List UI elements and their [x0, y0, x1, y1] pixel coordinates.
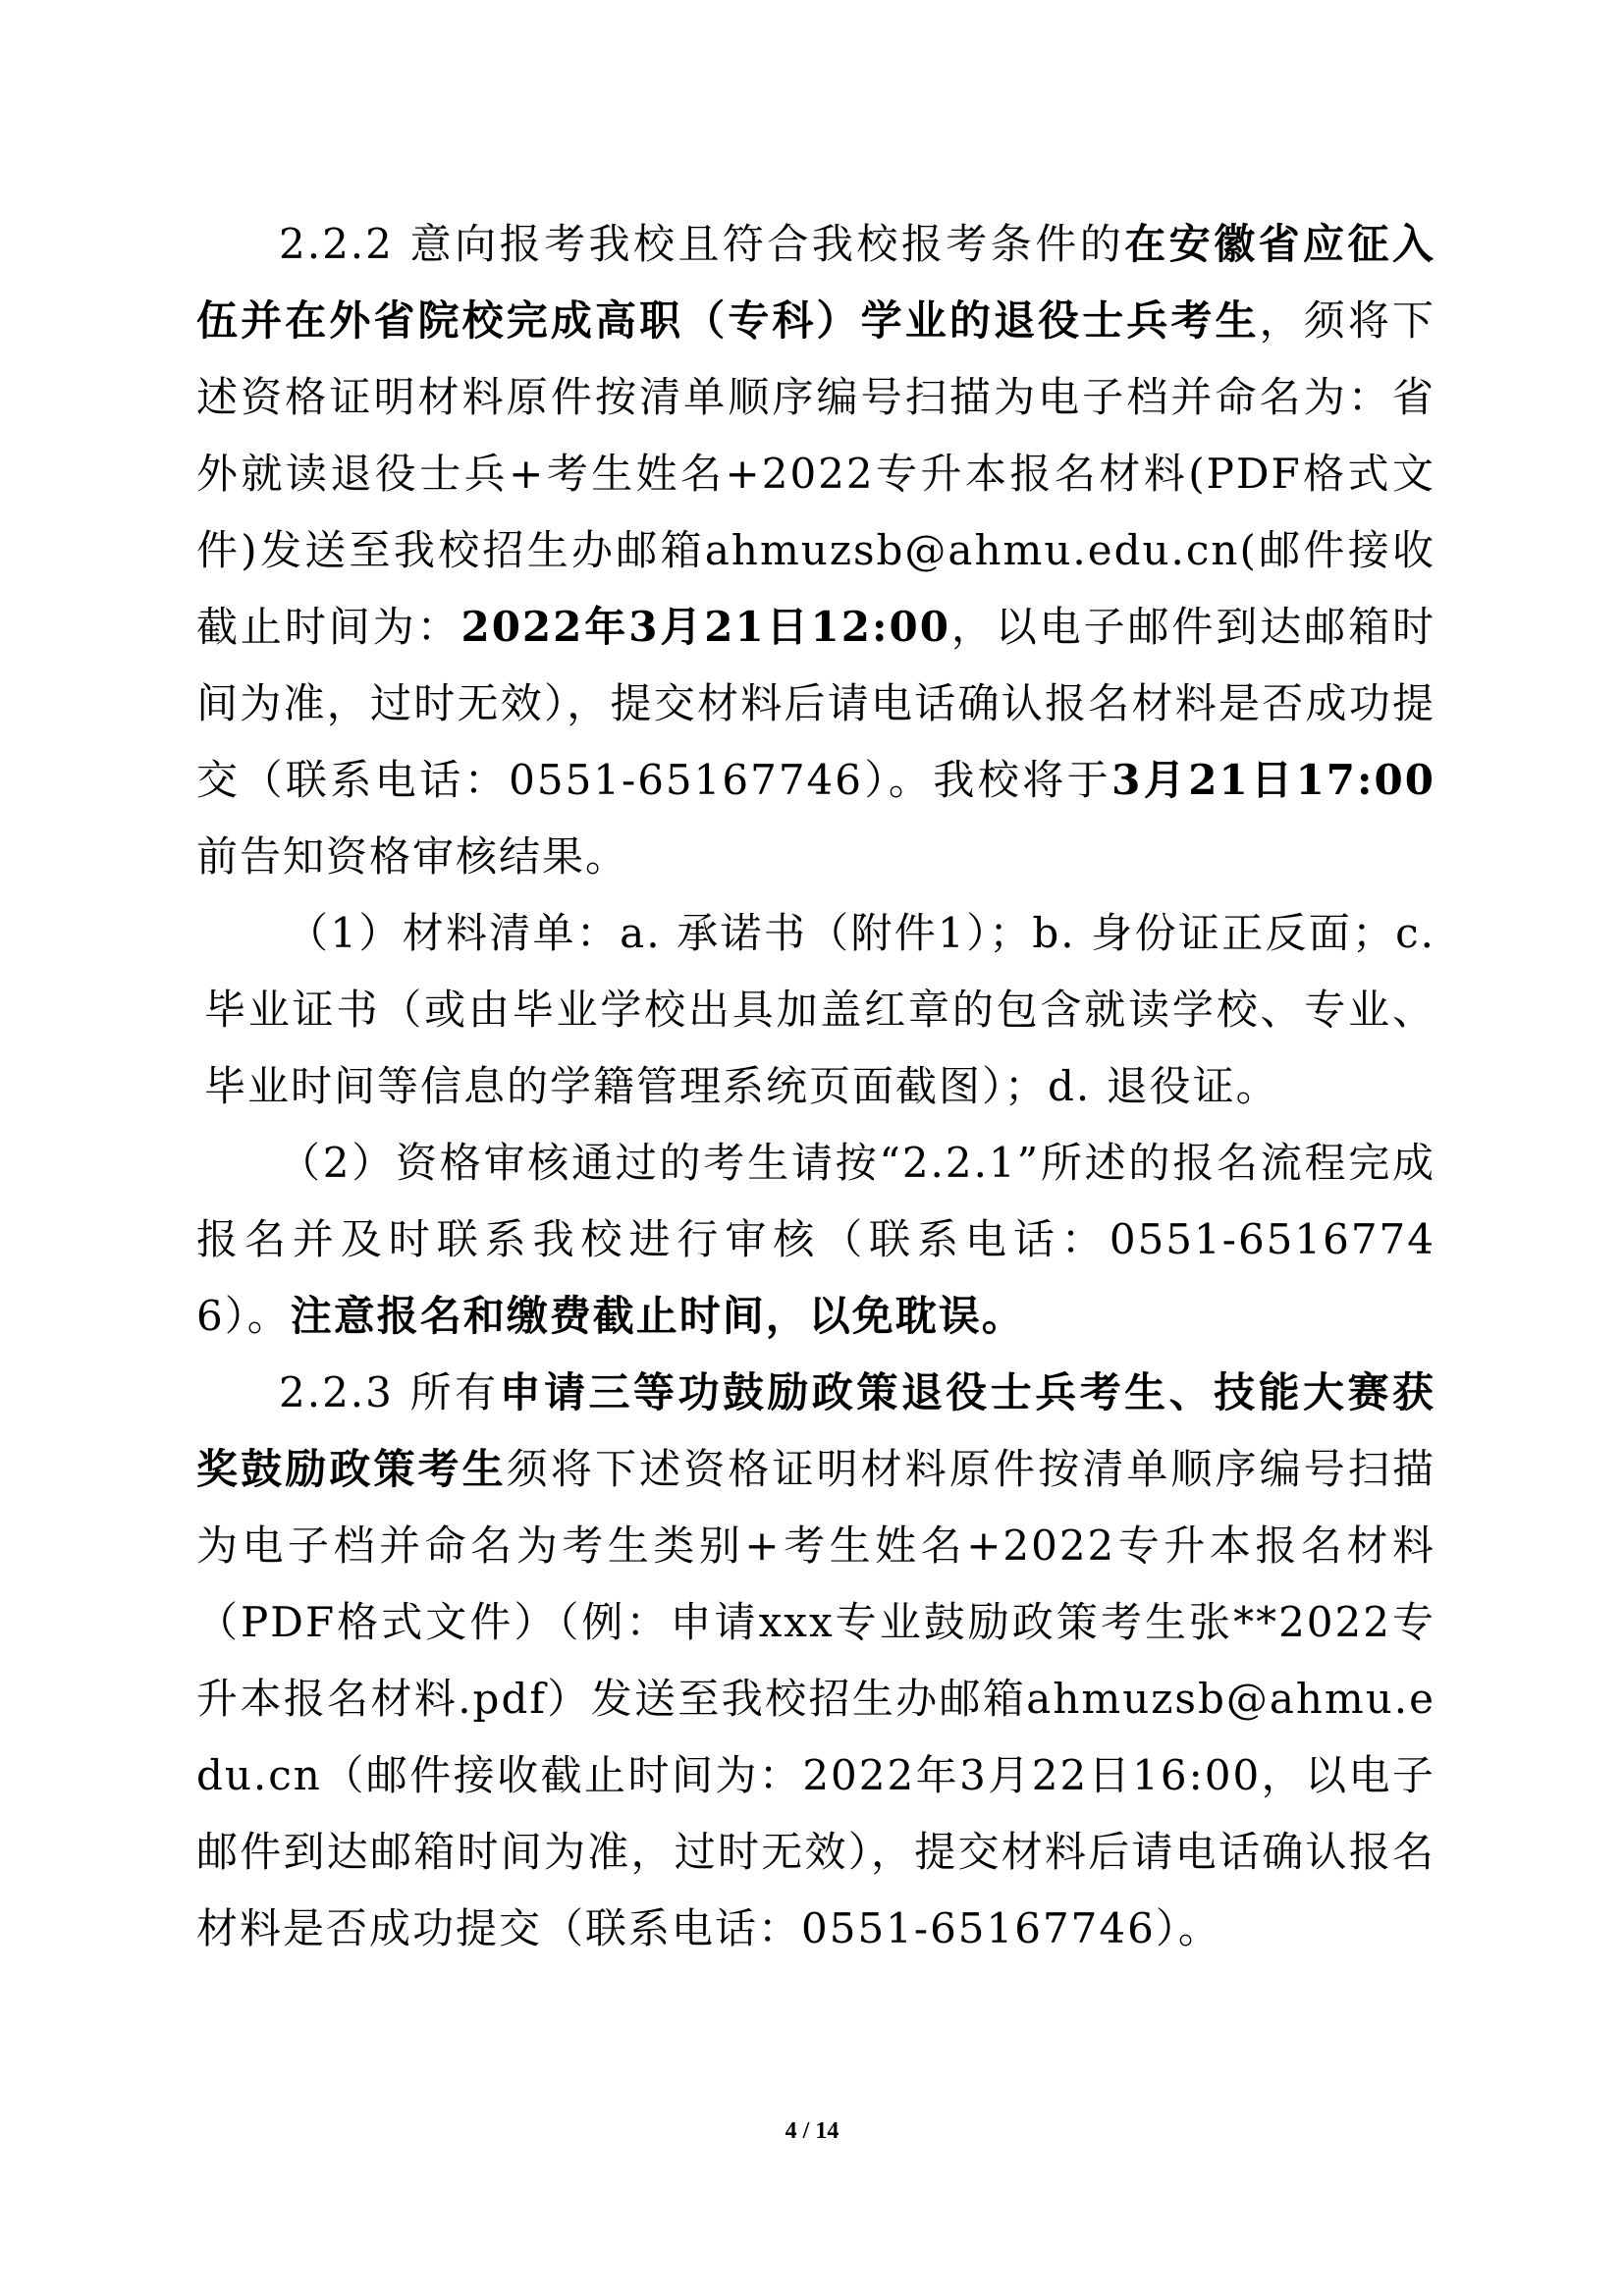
bold-text-segment: 申请三等功鼓励政策退役士兵考生、技能大赛获奖鼓励政策考生 [196, 1368, 1435, 1493]
paragraph-p2 [196, 895, 1435, 1125]
text-segment: （2）资格审核通过的考生请按“2.2.1”所述的报名流程完成报名并及时联系我校进行审核（联系电话：0551-65167746）。 [196, 1139, 1435, 1340]
text-segment: 前告知资格审核结果。 [196, 832, 629, 881]
page-number: 4 / 14 [785, 2118, 839, 2144]
paragraph-p1 [196, 206, 1435, 895]
text-segment: ，以电子邮件到达邮箱时间为准，过时无效），提交材料后请电话确认报名材料是否成功提交（联系电话：0551-65167746）。我校将于 [196, 603, 1435, 804]
paragraph-p4 [196, 1355, 1435, 1967]
text-segment: ，须将下述资格证明材料原件按清单顺序编号扫描为电子档并命名为：省外就读退役士兵+考生姓名+2022专升本报名材料(PDF格式文件)发送至我校招生办邮箱ahmuzsb@ahmu.edu.cn(邮件接收截止时间为： [196, 296, 1435, 651]
bold-text-segment: 注意报名和缴费截止时间，以免耽误。 [290, 1292, 1025, 1340]
text-segment: 须将下述资格证明材料原件按清单顺序编号扫描为电子档并命名为考生类别+考生姓名+2022专升本报名材料（PDF格式文件）（例：申请xxx专业鼓励政策考生张**2022专升本报名材料.pdf）发送至我校招生办邮箱ahmuzsb@ahmu.edu.cn（邮件接收截止时间为：2022年3月22日16:00，以电子邮件到达邮箱时间为准，过时无效），提交材料后请电话确认报名材料是否成功提交（联系电话：0551-65167746）。 [196, 1445, 1435, 1952]
text-segment: 2.2.2 意向报考我校且符合我校报考条件的 [279, 220, 1125, 268]
document-body [196, 206, 1435, 1967]
bold-text-segment: 2022年3月21日12:00 [460, 603, 950, 651]
bold-text-segment: 在安徽省应征入伍并在外省院校完成高职（专科）学业的退役士兵考生 [196, 220, 1435, 345]
text-segment: （1）材料清单：a. 承诺书（附件1）；b. 身份证正反面；c. 毕业证书（或由毕业学校出具加盖红章的包含就读学校、专业、毕业时间等信息的学籍管理系统页面截图）；d. 退役证。 [204, 909, 1435, 1110]
paragraph-p3 [196, 1125, 1435, 1355]
text-segment: 2.2.3 所有 [279, 1368, 500, 1416]
bold-text-segment: 3月21日17:00 [1111, 756, 1435, 804]
